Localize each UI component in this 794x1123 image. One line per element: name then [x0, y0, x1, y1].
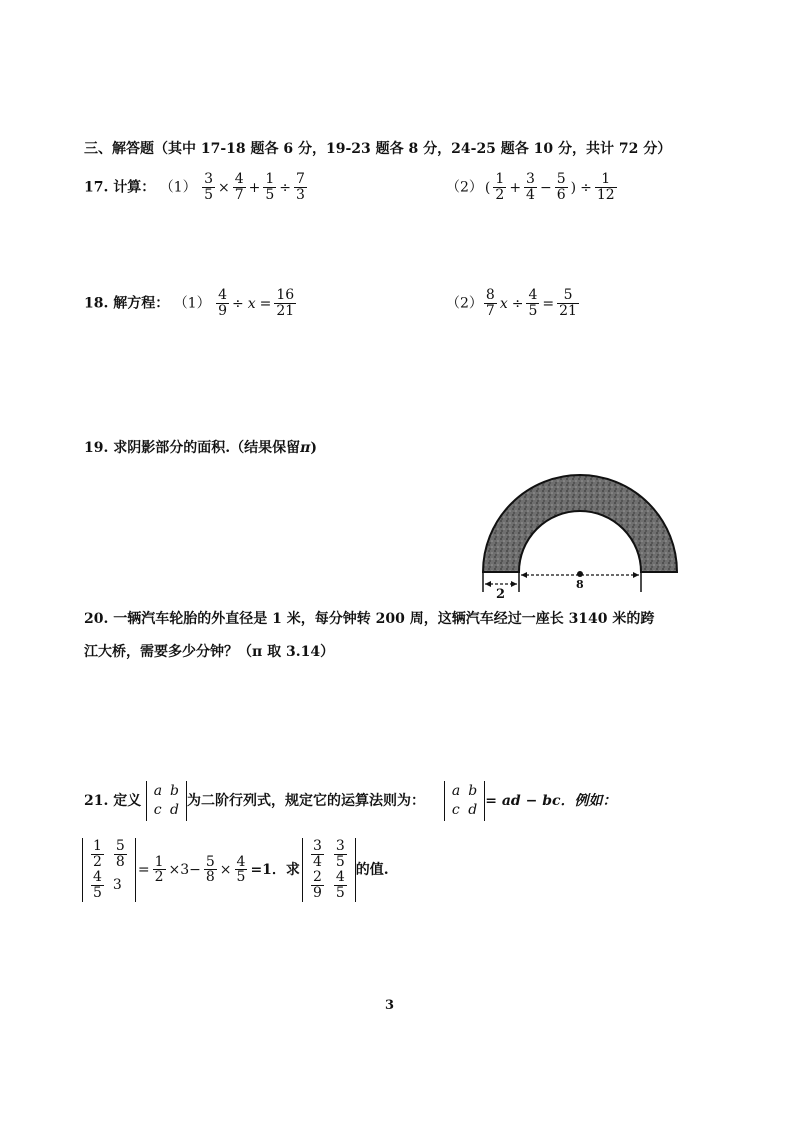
- q17-p2-label: （2）: [446, 179, 483, 196]
- question-18-part-2: [446, 288, 580, 319]
- shaded-ring: [483, 475, 677, 572]
- question-18-part-1: [84, 288, 297, 319]
- q18-p2-label: （2）: [446, 295, 483, 312]
- operator: ÷: [231, 295, 244, 312]
- fraction: $\frac{7}{3}$: [296, 171, 305, 203]
- fraction: $\frac{4}{7}$: [234, 171, 244, 203]
- q21-rule-rhs: = ad − bc．例如：: [485, 792, 617, 809]
- fraction: $\frac{5}{21}$: [559, 287, 577, 319]
- fraction: $\frac{3}{5}$: [204, 171, 213, 203]
- question-20-line-2: 江大桥，需要多少分钟？（π 取 3.14）: [84, 644, 335, 660]
- q21-mid: 为二阶行列式，规定它的运算法则为：: [187, 792, 426, 809]
- q19-text: 19. 求阴影部分的面积.（结果保留: [84, 440, 301, 456]
- fraction: $\frac{16}{21}$: [276, 287, 295, 319]
- fraction: $\frac{8}{7}$: [485, 287, 495, 319]
- fraction: $\frac{1}{5}$: [265, 171, 275, 203]
- fraction: $\frac{3}{4}$: [526, 171, 535, 203]
- operator: ×3−: [168, 862, 201, 879]
- arrowhead: [521, 572, 527, 578]
- operator: =: [259, 295, 272, 312]
- fraction: $\frac{5}{6}$: [556, 171, 566, 203]
- fraction: $\frac{4}{9}$: [218, 287, 227, 319]
- paren: (: [484, 179, 491, 196]
- shaded-semicircle-ring-figure: [476, 472, 686, 600]
- operator: ÷: [511, 295, 524, 312]
- q21-tail: 的值.: [355, 862, 389, 879]
- fraction: $\frac{4}{5}$: [528, 287, 538, 319]
- operator: +: [248, 179, 261, 196]
- question-19: [84, 441, 317, 455]
- operator: +: [509, 179, 522, 196]
- variable: x: [499, 295, 508, 312]
- arrowhead: [485, 581, 491, 587]
- label-2: 2: [496, 587, 506, 600]
- question-17-part-1: [84, 172, 308, 203]
- question-17-part-2: [446, 172, 618, 203]
- operator: ÷: [580, 179, 592, 196]
- q21-pre: 21. 定义: [84, 792, 142, 809]
- q17-label: 17. 计算：: [84, 179, 156, 196]
- arrowhead: [633, 572, 639, 578]
- operator: =: [137, 862, 150, 879]
- determinant-question: $\frac{3}{4}$ $\frac{3}{5}$ $\frac{2}{9}$ $\frac{4}{5}$: [302, 838, 356, 902]
- fraction: $\frac{5}{8}$: [205, 853, 215, 886]
- page-number: 3: [385, 998, 395, 1013]
- question-20-line-1: 20. 一辆汽车轮胎的外直径是 1 米，每分钟转 200 周，这辆汽车经过一座长 3140 米的跨: [84, 611, 655, 627]
- question-21-line-2: [82, 838, 389, 902]
- q18-p1-label: （1）: [173, 295, 211, 312]
- pi-symbol: π: [300, 440, 311, 456]
- question-21-line-1: [84, 781, 617, 821]
- q18-label: 18. 解方程：: [84, 295, 170, 312]
- center-point: [577, 571, 583, 577]
- paren: ): [570, 179, 577, 196]
- section-title: 三、解答题（其中 17-18 题各 6 分，19-23 题各 8 分，24-25 题各 10 分，共计 72 分）: [84, 141, 672, 157]
- q17-p1-label: （1）: [159, 179, 197, 196]
- determinant-symbolic: a b c d: [146, 781, 187, 821]
- operator: −: [539, 179, 552, 196]
- q19-close: ): [310, 440, 317, 456]
- determinant-example: $\frac{1}{2}$ $\frac{5}{8}$ $\frac{4}{5}$ 3: [82, 838, 136, 902]
- fraction: $\frac{4}{5}$: [236, 853, 246, 886]
- label-8: 8: [576, 578, 584, 591]
- variable: x: [247, 295, 256, 312]
- fraction: $\frac{1}{12}$: [596, 171, 615, 203]
- determinant-rule: a b c d: [444, 781, 485, 821]
- fraction: $\frac{1}{2}$: [495, 171, 505, 203]
- operator: ×: [219, 862, 232, 879]
- operator: ÷: [279, 179, 292, 196]
- operator: =: [542, 295, 555, 312]
- arrowhead: [511, 581, 517, 587]
- operator: ×: [217, 179, 230, 196]
- q21-result-text: =1．求: [250, 862, 300, 879]
- fraction: $\frac{1}{2}$: [154, 853, 164, 886]
